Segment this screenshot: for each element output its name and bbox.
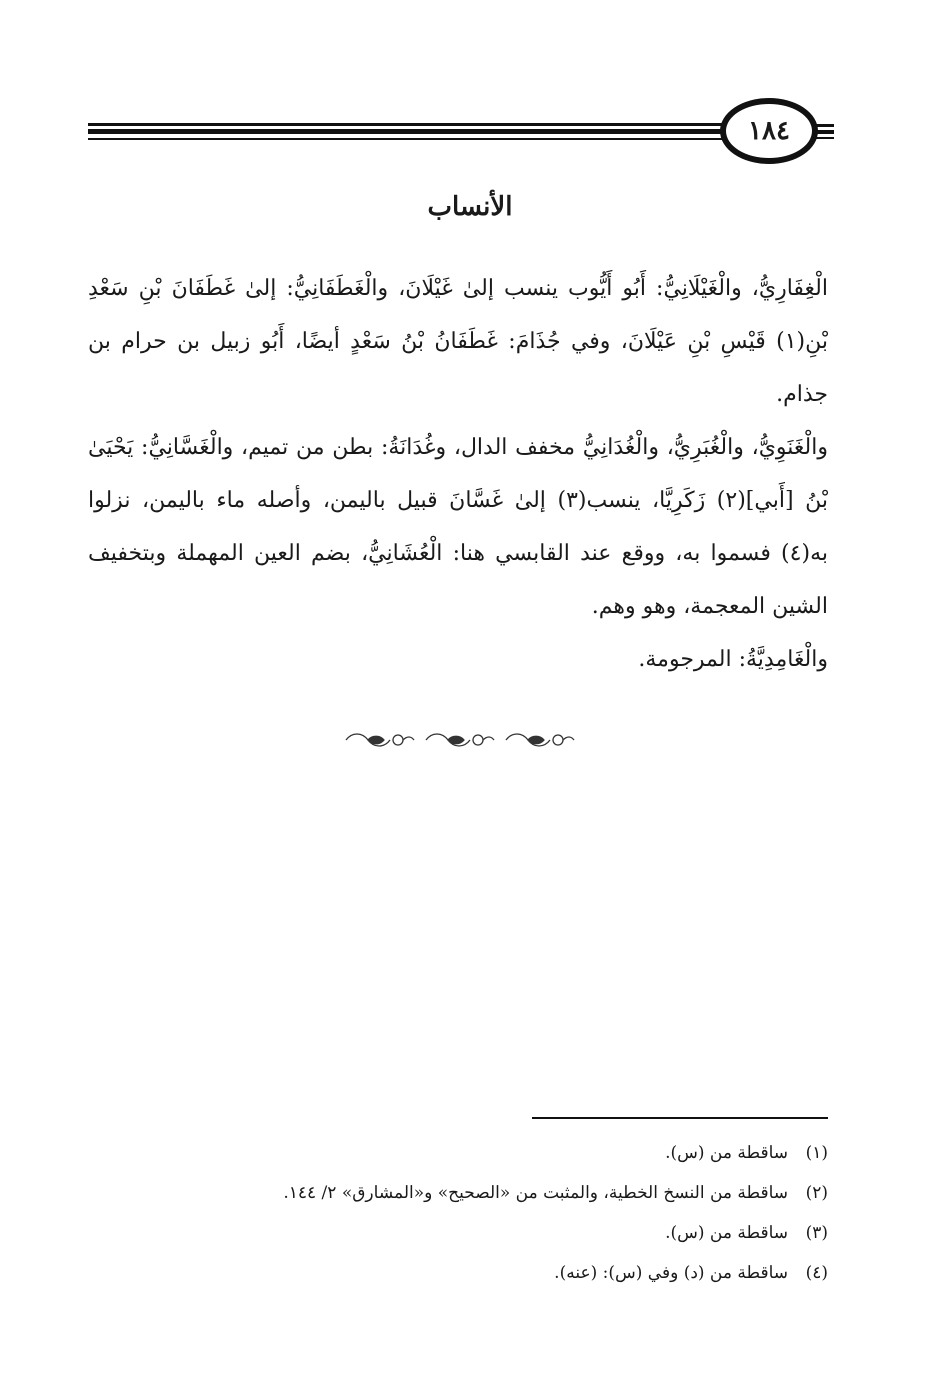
paragraph: والْغَنَوِيُّ، والْغُبَرِيُّ، والْغُدَانِيُّ مخفف الدال، وغُدَانَةُ: بطن من تميم، والْغَسَّانِيُّ: يَحْيَىٰ بْنُ [أَبي](٢) زَكَرِيَّا، ينسب(٣) إلىٰ غَسَّانَ قبيل باليمن، وأصله ماء باليمن، نزلوا به(٤) فسموا به، ووقع عند القابسي هنا: الْعُشَانِيُّ، بضم العين المهملة وبتخفيف الشين المعجمة، وهو وهم. bbox=[88, 435, 828, 619]
header-rule bbox=[88, 129, 728, 134]
footnote bbox=[88, 1213, 828, 1253]
body-text bbox=[88, 262, 828, 686]
header-rule bbox=[88, 123, 728, 126]
page-number: ١٨٤ bbox=[720, 98, 818, 164]
paragraph: والْغَامِدِيَّةُ: المرجومة. bbox=[638, 647, 828, 672]
footnote-number: (٢) bbox=[805, 1183, 828, 1203]
footnote-text: ساقطة من (س). bbox=[665, 1143, 788, 1163]
footnote-divider bbox=[532, 1117, 828, 1119]
ornament-divider bbox=[340, 728, 580, 752]
ornament-motif bbox=[506, 734, 574, 746]
footnote bbox=[88, 1173, 828, 1213]
paragraph: الْغِفَارِيُّ، والْغَيْلَانِيُّ: أَبُو أَيُّوب ينسب إلىٰ غَيْلَانَ، والْغَطَفَانِيُّ: إلىٰ غَطَفَانَ بْنِ سَعْدِ بْنِ(١) قَيْسِ بْنِ عَيْلَانَ، وفي جُذَامَ: غَطَفَانُ بْنُ سَعْدٍ أيضًا، أَبُو زبيل بن حرام بن جذام. bbox=[88, 276, 828, 407]
footnote-number: (٣) bbox=[805, 1223, 828, 1243]
header-rule bbox=[88, 138, 728, 140]
ornament-motif bbox=[426, 734, 494, 746]
footnote-text: ساقطة من النسخ الخطية، والمثبت من «الصحيح» و«المشارق» ٢/ ١٤٤. bbox=[283, 1183, 788, 1203]
ornament-motif bbox=[346, 734, 414, 746]
footnote-text: ساقطة من (د) وفي (س): (عنه). bbox=[554, 1263, 788, 1283]
footnotes bbox=[88, 1133, 828, 1293]
header-rule bbox=[816, 137, 834, 139]
header-rule bbox=[816, 124, 834, 127]
section-title: الأنساب bbox=[427, 192, 513, 222]
footnote-text: ساقطة من (س). bbox=[665, 1223, 788, 1243]
footnote-number: (٤) bbox=[805, 1263, 828, 1283]
footnote bbox=[88, 1133, 828, 1173]
header-rule bbox=[816, 130, 834, 134]
footnote bbox=[88, 1253, 828, 1293]
footnote-number: (١) bbox=[805, 1143, 828, 1163]
